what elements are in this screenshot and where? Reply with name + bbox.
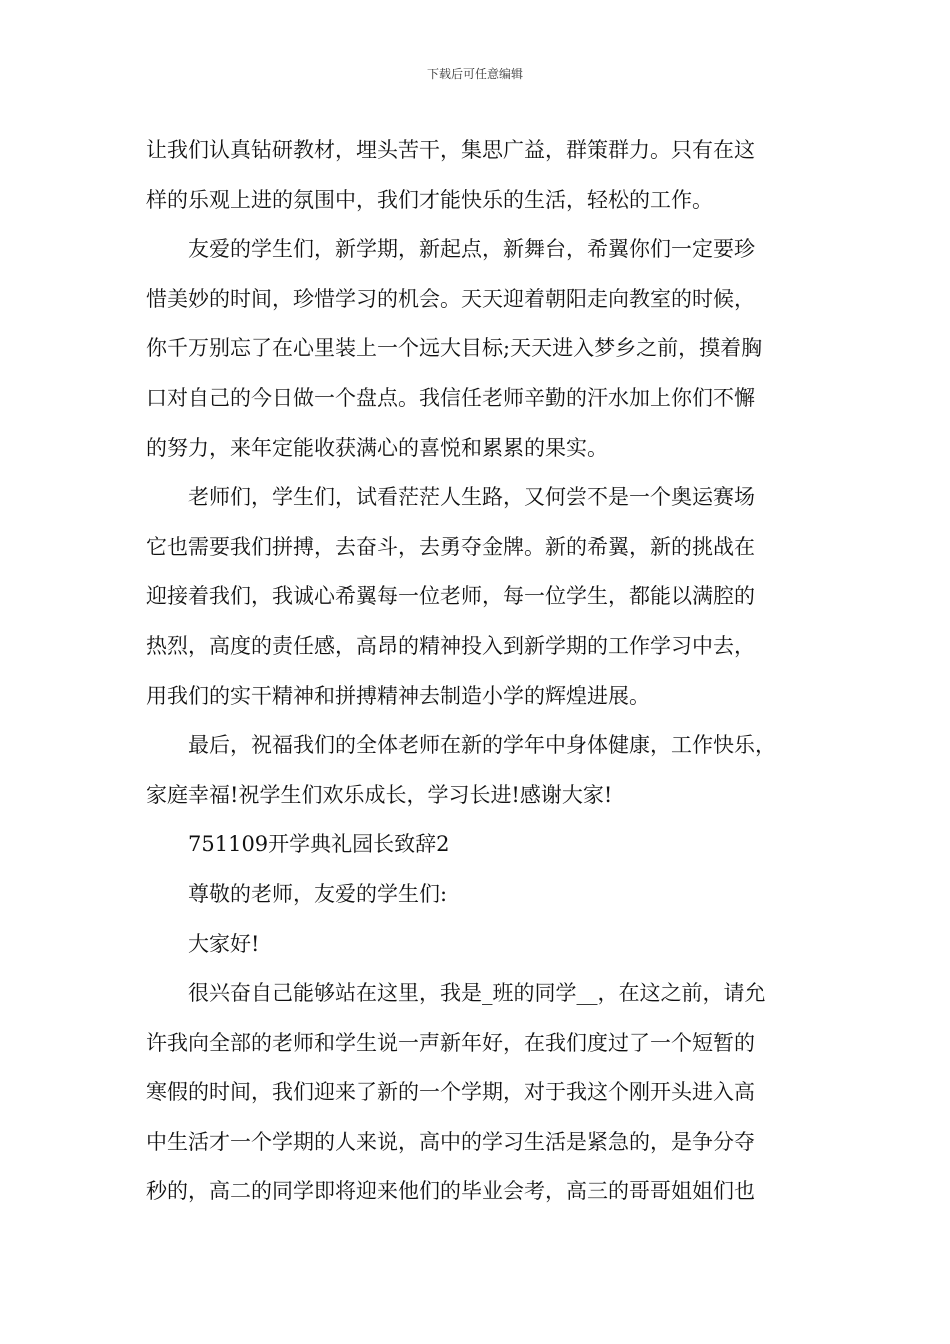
text-line: 你千万别忘了在心里装上一个远大目标;天天进入梦乡之前，摸着胸 [146,336,763,361]
salutation: 尊敬的老师，友爱的学生们: [188,881,448,906]
text-line: 友爱的学生们，新学期，新起点，新舞台，希翼你们一定要珍 [188,237,755,262]
text-line: 很兴奋自己能够站在这里，我是_班的同学__，在这之前，请允 [188,981,766,1006]
text-line: 用我们的实干精神和拼搏精神去制造小学的辉煌进展。 [146,683,650,708]
text-line: 热烈，高度的责任感，高昂的精神投入到新学期的工作学习中去， [146,633,755,658]
greeting: 大家好! [188,931,260,956]
text-line: 迎接着我们，我诚心希翼每一位老师，每一位学生，都能以满腔的 [146,584,755,609]
text-line: 老师们，学生们，试看茫茫人生路，又何尝不是一个奥运赛场 [188,485,755,510]
text-line: 惜美妙的时间，珍惜学习的机会。天天迎着朝阳走向教室的时候， [146,286,755,311]
text-line: 家庭幸福!祝学生们欢乐成长，学习长进!感谢大家! [146,782,613,807]
page-header: 下载后可任意编辑 [426,67,523,81]
text-line: 秒的，高二的同学即将迎来他们的毕业会考，高三的哥哥姐姐们也 [146,1179,755,1204]
text-line: 它也需要我们拼搏，去奋斗，去勇夺金牌。新的希翼，新的挑战在 [146,534,755,559]
section-heading: 751109开学典礼园长致辞2 [188,832,450,857]
text-line: 样的乐观上进的氛围中，我们才能快乐的生活，轻松的工作。 [146,187,713,212]
text-line: 寒假的时间，我们迎来了新的一个学期，对于我这个刚开头进入高 [146,1080,755,1105]
text-line: 最后，祝福我们的全体老师在新的学年中身体健康，工作快乐， [188,733,776,758]
document-body [146,126,806,1217]
text-line: 中生活才一个学期的人来说，高中的学习生活是紧急的，是争分夺 [146,1129,755,1154]
text-line: 口对自己的今日做一个盘点。我信任老师辛勤的汗水加上你们不懈 [146,385,755,410]
text-line: 许我向全部的老师和学生说一声新年好，在我们度过了一个短暂的 [146,1030,755,1055]
text-line: 的努力，来年定能收获满心的喜悦和累累的果实。 [146,435,608,460]
text-line: 让我们认真钻研教材，埋头苦干，集思广益，群策群力。只有在这 [146,138,755,162]
